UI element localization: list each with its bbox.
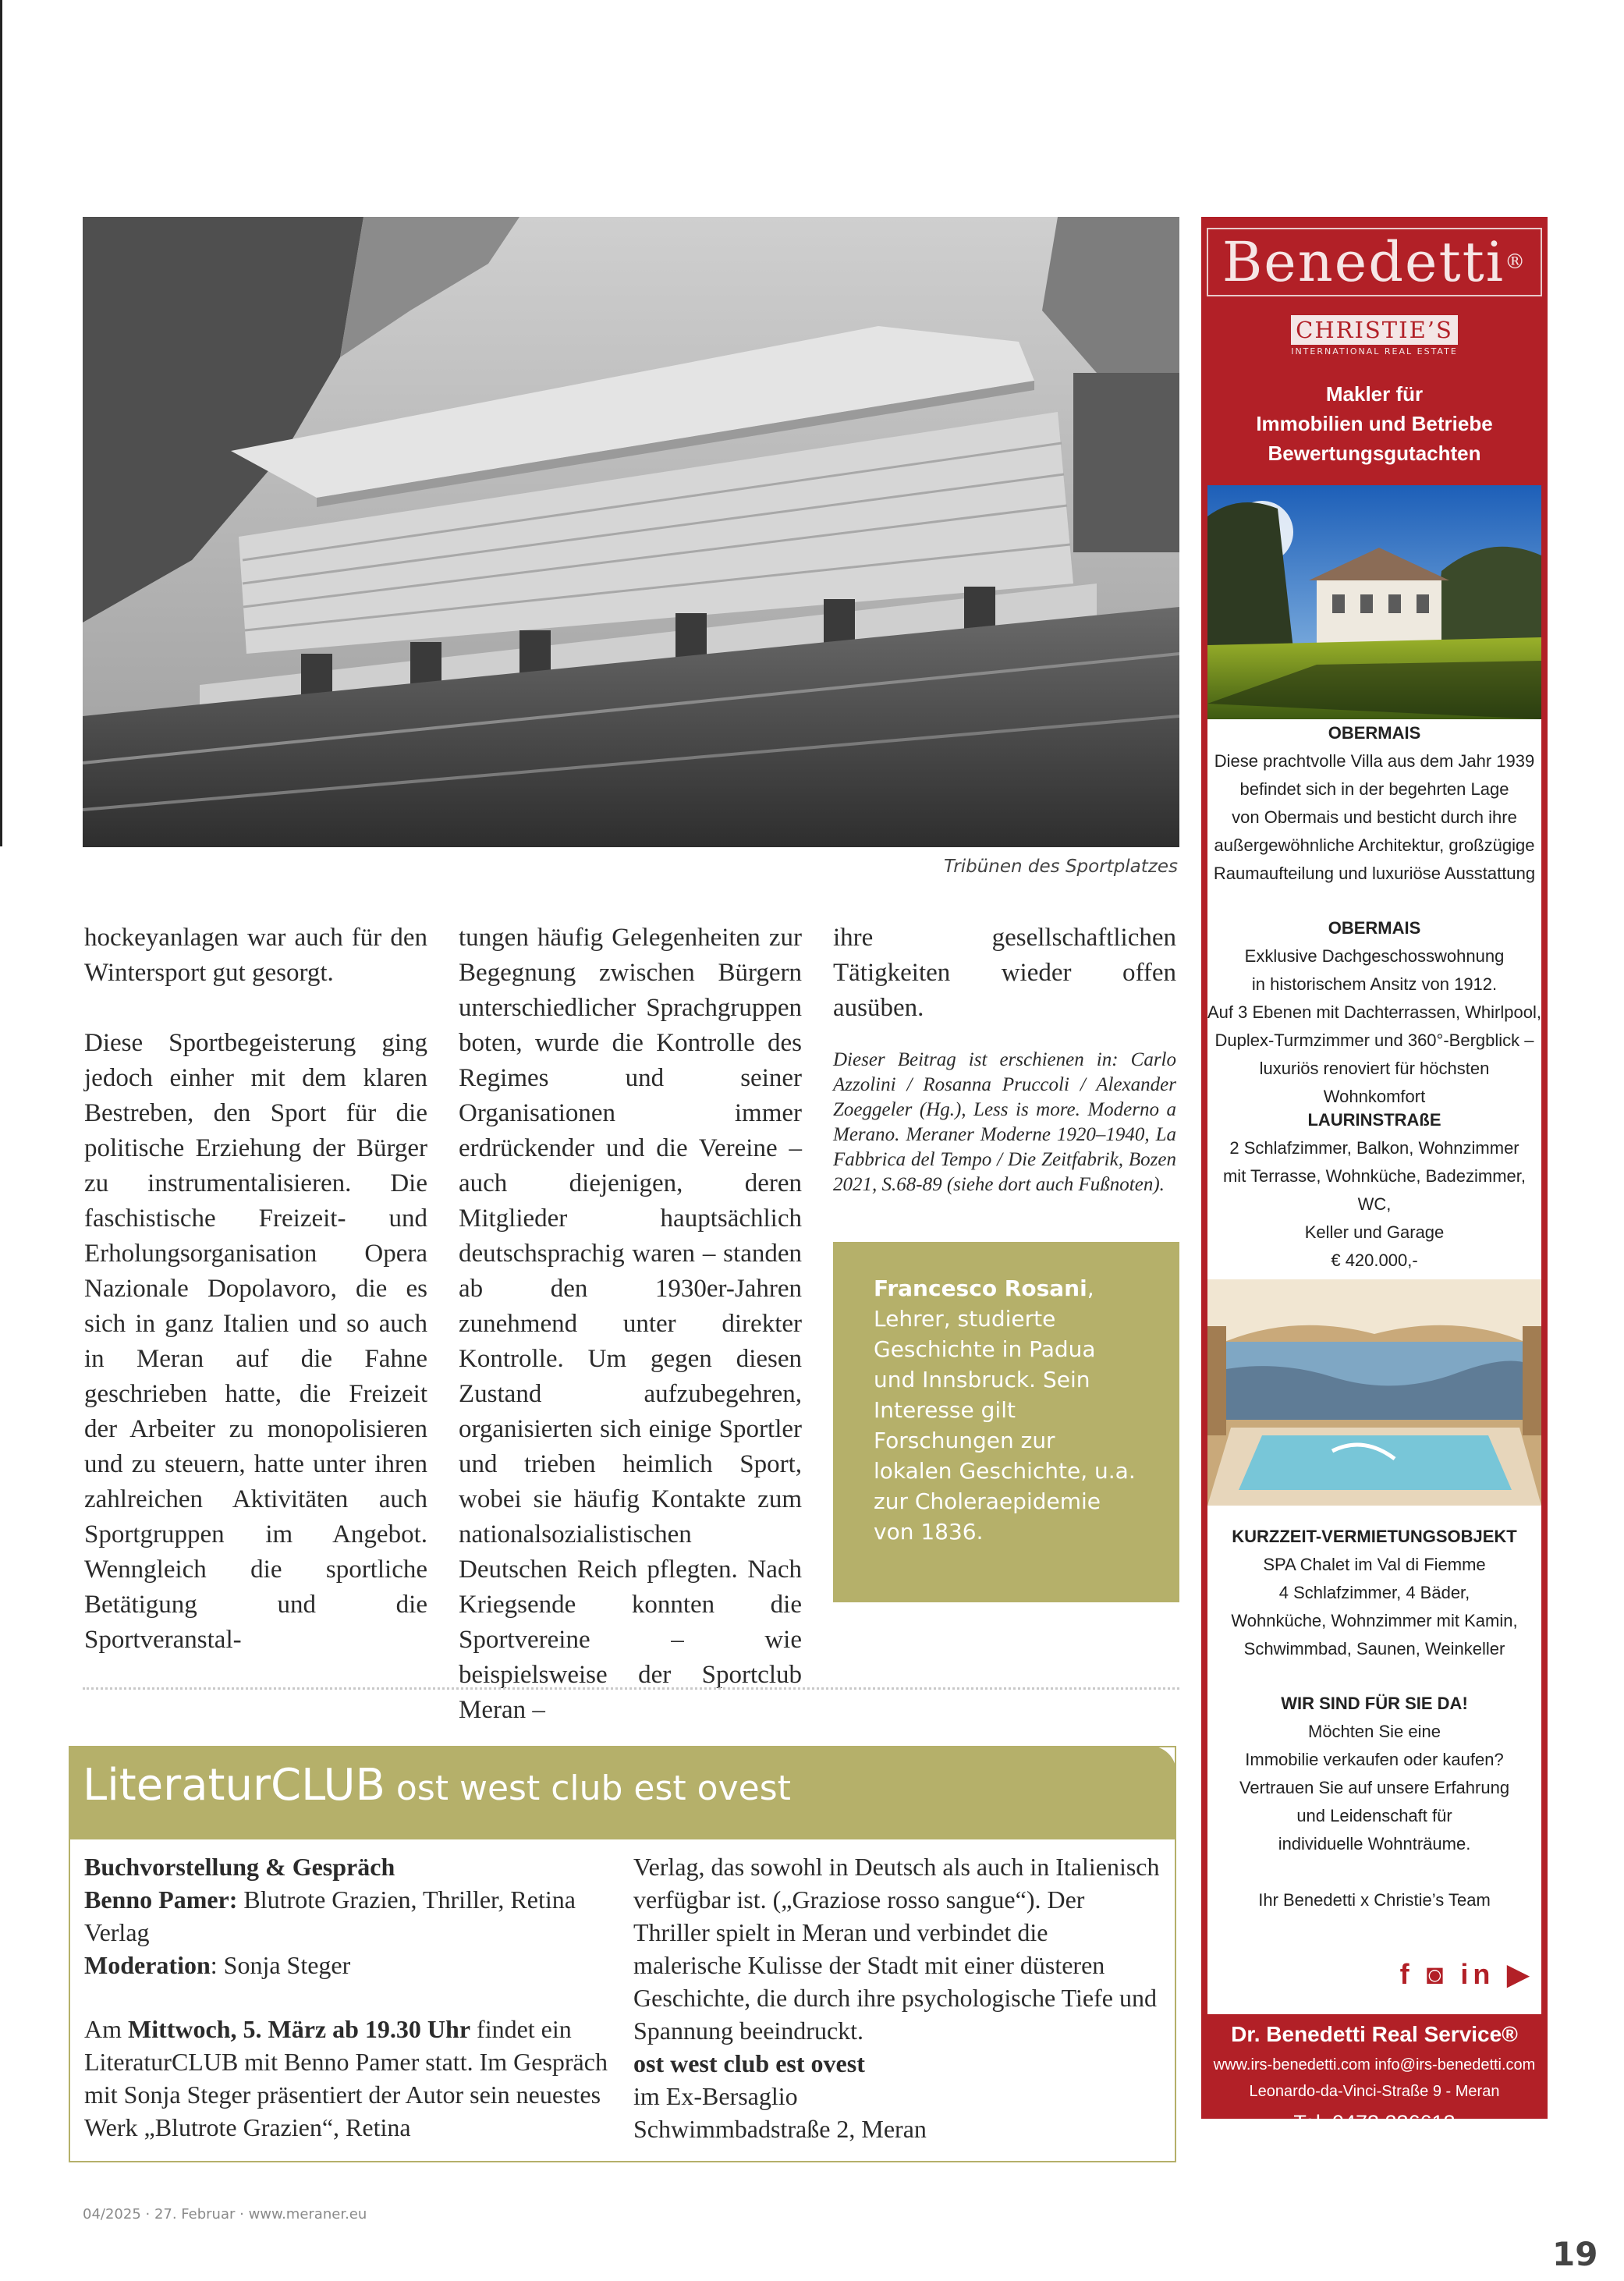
moderator-name: : Sonja Steger [210, 1951, 351, 1979]
listing-line: Wohnküche, Wohnzimmer mit Kamin, [1231, 1611, 1518, 1630]
ad-tagline [1201, 379, 1548, 468]
company-phone[interactable]: Tel. 0473 236613 [1293, 2111, 1456, 2134]
tagline-line: Immobilien und Betriebe [1256, 412, 1493, 435]
listing-title: KURZZEIT-VERMIETUNGSOBJEKT [1232, 1527, 1517, 1546]
literaturclub-left-column [84, 1850, 612, 2175]
social-media-icons[interactable]: f ◙ in ▶ [1399, 1958, 1534, 1990]
listing-line: Raumaufteilung und luxuriöse Ausstattung [1213, 864, 1536, 883]
literaturclub-title-sub: ost west club est ovest [395, 1768, 791, 1808]
literaturclub-right-column [633, 1850, 1161, 2145]
listing-line: in historischem Ansitz von 1912. [1251, 974, 1498, 994]
article-column-2 [459, 921, 802, 1763]
listing-price: € 420.000,- [1331, 1250, 1418, 1270]
listing-line: befindet sich in der begehrten Lage [1239, 779, 1509, 799]
listing-line: Diese prachtvolle Villa aus dem Jahr 1939 [1214, 751, 1535, 771]
moderation-label: Moderation [84, 1951, 211, 1979]
registered-mark: ® [1505, 250, 1527, 274]
author-bio-text: , Lehrer, studierte Geschichte in Padua und Innsbruck. Sein Interesse gilt Forschungen zur lokalen Geschichte, u.a. zur Choleraepidemie von 1836. [874, 1275, 1136, 1545]
spa-pool-photo [1207, 1279, 1541, 1506]
author-label: Benno Pamer: [84, 1885, 238, 1914]
article-column-1 [84, 921, 427, 1693]
brand-name: Benedetti [1222, 230, 1505, 294]
tagline-line: Makler für [1325, 382, 1424, 406]
team-signature: Ihr Benedetti x Christie’s Team [1258, 1890, 1491, 1910]
company-address: Leonardo-da-Vinci-Straße 9 - Meran [1249, 2083, 1500, 2100]
issue-footer: 04/2025 · 27. Februar · www.meraner.eu [83, 2206, 367, 2222]
listing-obermais-apartment [1207, 914, 1541, 1111]
listing-short-term-rental [1207, 1523, 1541, 1663]
venue-name: ost west club est ovest [633, 2049, 865, 2077]
benedetti-logo [1201, 228, 1548, 296]
event-heading: Buchvorstellung & Gespräch [84, 1853, 395, 1881]
article-paragraph: hockeyanlagen war auch für den Wintersport gut gesorgt. [84, 924, 427, 987]
villa-photo [1207, 485, 1541, 719]
article-paragraph: Diese Sportbegeisterung ging jedoch einher mit dem klaren Bestreben, den Sport für die politische Erziehung der Bürger zu instrumentalisieren. Die faschistische Freizeit- und Erholungsorganisation Opera Nazionale Dopolavoro, die es sich in ganz Italien und so auch in Meran auf die Fahne geschrieben hatte, die Freizeit der Arbeiter zu monopolisieren und zu steuern, hatte unter ihren zahlreichen Aktivitäten auch Sportgruppen im Angebot. Wenngleich die sportliche Betätigung und die Sportveranstal- [84, 1029, 427, 1654]
social-icons[interactable] [1207, 1958, 1534, 1991]
cta-line: Möchten Sie eine [1308, 1722, 1441, 1741]
listing-line: luxuriös renoviert für höchsten Wohnkomfort [1259, 1059, 1490, 1106]
dotted-divider [83, 1687, 1179, 1690]
listing-line: Schwimmbad, Saunen, Weinkeller [1243, 1639, 1505, 1658]
listing-line: außergewöhnliche Architektur, großzügige [1214, 835, 1535, 855]
photo-caption: Tribünen des Sportplatzes [944, 857, 1178, 877]
event-description: Verlag, das sowohl in Deutsch als auch in Italienisch verfügbar ist. („Graziose rosso sangue“). Der Thriller spielt in Meran und verbindet die malerische Kulisse der Stadt mit einer düsteren Geschichte, die durch ihre psychologische Tiefe und Spannung beeindruckt. [633, 1853, 1160, 2045]
article-paragraph: ihre gesellschaftlichen Tätigkeiten wieder offen ausüben. [833, 924, 1176, 1022]
listing-line: Exklusive Dachgeschosswohnung [1244, 946, 1505, 966]
ad-call-to-action [1207, 1690, 1541, 1914]
tagline-line: Bewertungsgutachten [1268, 442, 1481, 465]
margin-rule [0, 0, 2, 846]
article-column-3 [833, 921, 1176, 1197]
ad-contact-footer [1201, 2017, 1548, 2141]
literaturclub-title [83, 1760, 791, 1811]
listing-line: mit Terrasse, Wohnküche, Badezimmer, WC, [1222, 1166, 1526, 1214]
book-title: Blutrote Grazien, Thriller, Retina Verlag [84, 1885, 576, 1946]
article-paragraph: tungen häufig Gelegenheiten zur Begegnung zwischen Bürgern unterschiedlicher Sprachgruppen boten, wurde die Kontrolle des Regimes und seiner Organisationen immer erdrückender und die Vereine – auch diejenigen, deren Mitglieder hauptsächlich deutschsprachig waren – standen ab den 1930er-Jahren zunehmend unter direkter Kontrolle. Um gegen diesen Zustand aufzubegehren, organisierten sich einige Sportler und trieben heimlich Sport, wobei sie häufig Kontakte zum nationalsozialistischen Deutschen Reich pflegten. Nach Kriegsende konnten die Sportvereine – wie beispielsweise der Sportclub Meran – [459, 924, 802, 1724]
event-date: Mittwoch, 5. März ab 19.30 Uhr [128, 2015, 471, 2043]
listing-line: von Obermais und besticht durch ihre [1232, 807, 1517, 827]
listing-title: OBERMAIS [1328, 918, 1421, 938]
intro-text: Am [84, 2015, 128, 2043]
partner-subtitle: INTERNATIONAL REAL ESTATE [1291, 346, 1458, 357]
literaturclub-title-main: LiteraturCLUB [83, 1760, 385, 1811]
author-name: Francesco Rosani [874, 1275, 1087, 1301]
cta-line: individuelle Wohnträume. [1278, 1834, 1471, 1854]
listing-line: Duplex-Turmzimmer und 360°-Bergblick – [1214, 1031, 1534, 1050]
listing-line: 2 Schlafzimmer, Balkon, Wohnzimmer [1229, 1138, 1519, 1158]
cta-line: Vertrauen Sie auf unsere Erfahrung [1239, 1778, 1510, 1797]
cta-title: WIR SIND FÜR SIE DA! [1281, 1694, 1468, 1713]
venue-address: Schwimmbadstraße 2, Meran [633, 2115, 927, 2143]
venue-line: im Ex-Bersaglio [633, 2082, 798, 2110]
intro-text: findet ein LiteraturCLUB mit Benno Pamer statt. Im Gespräch mit Sonja Steger präsentiert der Autor sein neuestes Werk „Blutrote Grazien“, Retina [84, 2015, 608, 2141]
listing-line: Keller und Garage [1304, 1222, 1445, 1242]
company-web-email[interactable]: www.irs-benedetti.com info@irs-benedetti.com [1213, 2056, 1536, 2073]
cta-line: und Leidenschaft für [1296, 1806, 1452, 1825]
cta-line: Immobilie verkaufen oder kaufen? [1245, 1750, 1504, 1769]
listing-line: Auf 3 Ebenen mit Dachterrassen, Whirlpool, [1207, 1002, 1541, 1022]
listing-line: SPA Chalet im Val di Fiemme [1263, 1555, 1486, 1574]
partner-name: CHRISTIE’S [1291, 315, 1458, 345]
stadium-photo [83, 217, 1179, 847]
source-citation: Dieser Beitrag ist erschienen in: Carlo Azzolini / Rosanna Pruccoli / Alexander Zoeggeler (Hg.), Less is more. Moderno a Merano. Meraner Moderne 1920–1940, La Fabbrica del Tempo / Die Zeitfabrik, Bozen 2021, S.68-89 (siehe dort auch Fußnoten). [833, 1049, 1176, 1195]
listing-line: 4 Schlafzimmer, 4 Bäder, [1278, 1583, 1470, 1602]
company-name: Dr. Benedetti Real Service® [1231, 2022, 1518, 2046]
listing-laurinstrasse [1207, 1106, 1541, 1275]
listing-obermais-villa [1207, 719, 1541, 888]
listing-title: OBERMAIS [1328, 723, 1421, 743]
christies-logo [1201, 315, 1548, 357]
page-number: 19 [1552, 2235, 1598, 2273]
listing-title: LAURINSTRAßE [1307, 1110, 1441, 1130]
author-bio-box [833, 1242, 1179, 1602]
